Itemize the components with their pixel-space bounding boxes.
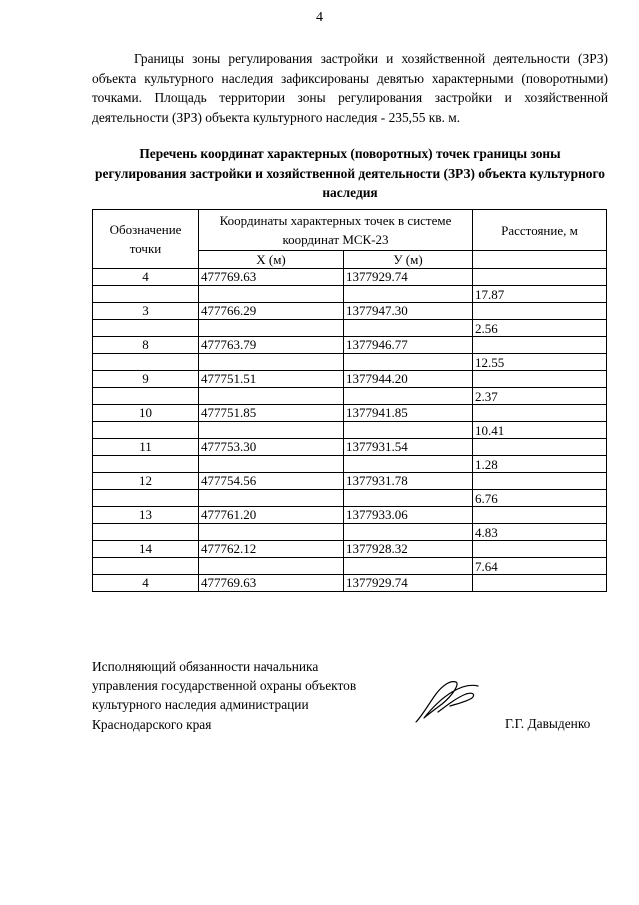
cell-y: 1377928.32 bbox=[344, 541, 473, 558]
intro-paragraph: Границы зоны регулирования застройки и хозяйственной деятельности (ЗРЗ) объекта культурного наследия зафиксированы девятью характерными (поворотными) точками. Площадь территории зоны регулирования застройки и хозяйственной деятельности (ЗРЗ) объекта культурного наследия - 235,55 кв. м. bbox=[92, 51, 608, 125]
cell-point bbox=[93, 388, 199, 405]
table-row bbox=[93, 490, 607, 507]
signer-name: Г.Г. Давыденко bbox=[505, 716, 591, 731]
table-row bbox=[93, 524, 607, 541]
cell-distance bbox=[473, 575, 607, 592]
cell-distance: 2.37 bbox=[473, 388, 607, 405]
cell-y bbox=[344, 354, 473, 371]
cell-point: 4 bbox=[93, 269, 199, 286]
cell-distance: 12.55 bbox=[473, 354, 607, 371]
cell-y bbox=[344, 456, 473, 473]
table-row bbox=[93, 541, 607, 558]
signer-title-line: управления государственной охраны объектов bbox=[92, 678, 357, 694]
cell-x bbox=[199, 456, 344, 473]
cell-x: 477769.63 bbox=[199, 575, 344, 592]
cell-y: 1377946.77 bbox=[344, 337, 473, 354]
cell-point: 13 bbox=[93, 507, 199, 524]
cell-x bbox=[199, 422, 344, 439]
cell-y bbox=[344, 558, 473, 575]
table-row bbox=[93, 422, 607, 439]
cell-y: 1377929.74 bbox=[344, 575, 473, 592]
table-row bbox=[93, 371, 607, 388]
cell-distance: 1.28 bbox=[473, 456, 607, 473]
cell-distance bbox=[473, 371, 607, 388]
cell-y: 1377941.85 bbox=[344, 405, 473, 422]
table-row bbox=[93, 507, 607, 524]
cell-point bbox=[93, 320, 199, 337]
table-row bbox=[93, 558, 607, 575]
cell-point: 9 bbox=[93, 371, 199, 388]
cell-x: 477763.79 bbox=[199, 337, 344, 354]
cell-distance bbox=[473, 507, 607, 524]
cell-point bbox=[93, 422, 199, 439]
cell-y bbox=[344, 524, 473, 541]
cell-x: 477762.12 bbox=[199, 541, 344, 558]
cell-point bbox=[93, 524, 199, 541]
cell-x bbox=[199, 524, 344, 541]
cell-y: 1377944.20 bbox=[344, 371, 473, 388]
table-row bbox=[93, 303, 607, 320]
header-point: Обозначение точки bbox=[93, 210, 199, 269]
cell-distance bbox=[473, 337, 607, 354]
cell-point: 11 bbox=[93, 439, 199, 456]
page-number: 4 bbox=[316, 10, 323, 25]
table-row bbox=[93, 439, 607, 456]
table-row bbox=[93, 337, 607, 354]
cell-y: 1377933.06 bbox=[344, 507, 473, 524]
cell-distance bbox=[473, 405, 607, 422]
cell-x: 477754.56 bbox=[199, 473, 344, 490]
cell-x: 477766.29 bbox=[199, 303, 344, 320]
header-y: У (м) bbox=[344, 251, 473, 269]
cell-point bbox=[93, 558, 199, 575]
table-row bbox=[93, 575, 607, 592]
cell-distance bbox=[473, 439, 607, 456]
cell-y bbox=[344, 490, 473, 507]
cell-point: 12 bbox=[93, 473, 199, 490]
cell-distance: 17.87 bbox=[473, 286, 607, 303]
cell-point: 8 bbox=[93, 337, 199, 354]
header-x: X (м) bbox=[199, 251, 344, 269]
coordinates-list-title: Перечень координат характерных (поворотных) точек границы зоны регулирования застройки и хозяйственной деятельности (ЗРЗ) объекта культурного наследия bbox=[95, 146, 605, 200]
signer-title-line: Краснодарского края bbox=[92, 716, 212, 732]
table-row bbox=[93, 269, 607, 286]
cell-distance bbox=[473, 473, 607, 490]
cell-x bbox=[199, 354, 344, 371]
table-row bbox=[93, 286, 607, 303]
cell-distance bbox=[473, 269, 607, 286]
handwritten-signature bbox=[412, 672, 484, 728]
cell-y bbox=[344, 320, 473, 337]
cell-y bbox=[344, 286, 473, 303]
cell-point bbox=[93, 286, 199, 303]
cell-x: 477761.20 bbox=[199, 507, 344, 524]
table-row bbox=[93, 320, 607, 337]
cell-point: 3 bbox=[93, 303, 199, 320]
table-row bbox=[93, 456, 607, 473]
header-coordinates: Координаты характерных точек в системе координат МСК-23 bbox=[199, 210, 473, 251]
cell-x: 477753.30 bbox=[199, 439, 344, 456]
cell-point: 10 bbox=[93, 405, 199, 422]
cell-x bbox=[199, 388, 344, 405]
cell-x bbox=[199, 320, 344, 337]
cell-distance bbox=[473, 303, 607, 320]
cell-y bbox=[344, 422, 473, 439]
cell-distance bbox=[473, 541, 607, 558]
cell-distance: 7.64 bbox=[473, 558, 607, 575]
cell-point bbox=[93, 490, 199, 507]
coordinates-table-body bbox=[93, 269, 607, 592]
cell-x: 477751.51 bbox=[199, 371, 344, 388]
cell-distance: 10.41 bbox=[473, 422, 607, 439]
header-distance-blank bbox=[473, 251, 607, 269]
signer-title-line: Исполняющий обязанности начальника bbox=[92, 659, 319, 674]
signer-title-line: культурного наследия администрации bbox=[92, 697, 309, 713]
cell-point: 4 bbox=[93, 575, 199, 592]
cell-x bbox=[199, 490, 344, 507]
cell-point bbox=[93, 354, 199, 371]
cell-distance: 4.83 bbox=[473, 524, 607, 541]
cell-distance: 2.56 bbox=[473, 320, 607, 337]
cell-x: 477751.85 bbox=[199, 405, 344, 422]
cell-distance: 6.76 bbox=[473, 490, 607, 507]
cell-x bbox=[199, 286, 344, 303]
header-distance: Расстояние, м bbox=[473, 210, 607, 251]
cell-x: 477769.63 bbox=[199, 269, 344, 286]
cell-y: 1377931.78 bbox=[344, 473, 473, 490]
cell-y: 1377931.54 bbox=[344, 439, 473, 456]
cell-y: 1377947.30 bbox=[344, 303, 473, 320]
table-row bbox=[93, 388, 607, 405]
table-row bbox=[93, 405, 607, 422]
cell-point bbox=[93, 456, 199, 473]
cell-x bbox=[199, 558, 344, 575]
signature-block bbox=[92, 657, 392, 734]
cell-y: 1377929.74 bbox=[344, 269, 473, 286]
cell-y bbox=[344, 388, 473, 405]
table-row bbox=[93, 473, 607, 490]
table-row bbox=[93, 354, 607, 371]
coordinates-table bbox=[92, 209, 607, 592]
cell-point: 14 bbox=[93, 541, 199, 558]
